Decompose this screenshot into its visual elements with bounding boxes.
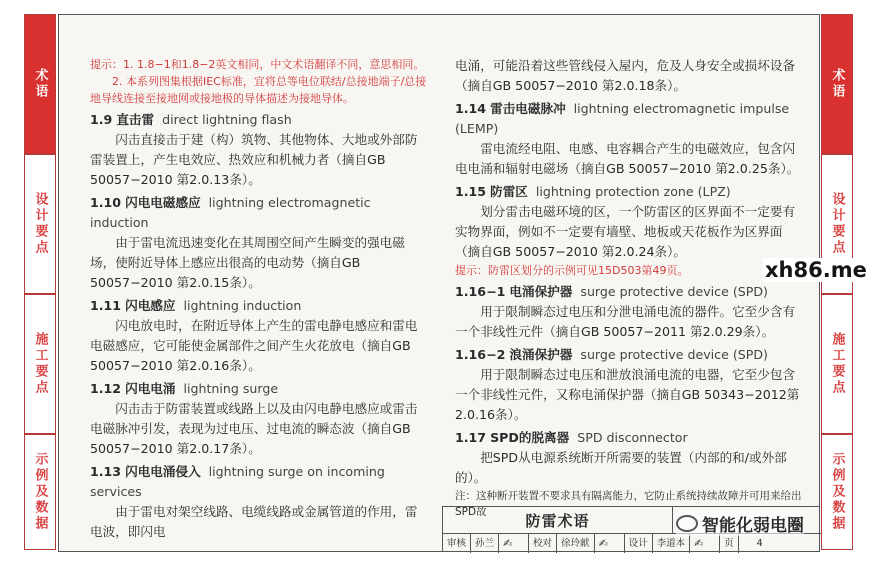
- term-heading-1-16-1: 1.16−1 电涌保护器 surge protective device (SPD): [455, 284, 768, 299]
- term-heading-1-16-2: 1.16−2 浪涌保护器 surge protective device (SPD): [455, 347, 768, 362]
- term-body-1-10: 由于雷电流迅速变化在其周围空间产生瞬变的强电磁场，使附近导体上感应出很高的电动势（摘自GB 50057−2010 第2.0.15条）。: [90, 235, 405, 290]
- site-watermark: xh86.me: [765, 258, 867, 282]
- term-heading-1-13: 1.13 闪电电涌侵入 lightning surge on incoming services: [90, 464, 385, 499]
- term-body-1-15: 划分雷击电磁环境的区，一个防雷区的区界面不一定要有实物界面，例如不一定要有墙壁、地板或天花板作为区界面（摘自GB 50057−2010 第2.0.24条）。: [455, 204, 796, 259]
- term-heading-1-10: 1.10 闪电电磁感应 lightning electromagnetic induction: [90, 195, 371, 230]
- term-heading-1-9: 1.9 直击雷 direct lightning flash: [90, 112, 292, 127]
- side-tab-terms-right[interactable]: 术语: [821, 14, 853, 154]
- term-heading-1-17: 1.17 SPD的脱离器 SPD disconnector: [455, 430, 688, 445]
- left-side-tabs: [24, 14, 56, 550]
- term-body-1-11: 闪电放电时，在附近导体上产生的雷电静电感应和雷电电磁感应，它可能使金属部件之间产生火花放电（摘自GB 50057−2010 第2.0.16条）。: [90, 318, 418, 373]
- reviewer-signature: ✍: [499, 534, 529, 553]
- wechat-label: 智能化弱电圈: [702, 516, 804, 536]
- note-4: 注：这种断开装置不要求具有隔离能力，它防止系统持续故障并可用来给出SPD故: [455, 490, 802, 518]
- right-side-tabs: [821, 14, 853, 550]
- term-body-1-14: 雷电流经电阻、电感、电容耦合产生的电磁效应，包含闪电电涌和辐射电磁场（摘自GB 50057−2010 第2.0.25条）。: [455, 141, 800, 176]
- term-body-1-13-continued: 电涌，可能沿着这些管线侵入屋内，危及人身安全或损坏设备（摘自GB 50057−2010 第2.0.18条）。: [455, 58, 796, 93]
- drawing-title: 防雷术语: [443, 507, 673, 534]
- term-body-1-16-1: 用于限制瞬态过电压和分泄电涌电流的器件。它至少含有一个非线性元件（摘自GB 50057−2011 第2.0.29条）。: [455, 304, 796, 339]
- wechat-watermark: [676, 511, 804, 536]
- term-heading-1-12: 1.12 闪电电涌 lightning surge: [90, 381, 279, 396]
- note-3: 提示：防雷区划分的示例可见15D503第49页。: [455, 264, 689, 277]
- checker-signature: ✍: [595, 534, 625, 553]
- term-body-1-12: 闪击击于防雷装置或线路上以及由闪电静电感应或雷击电磁脉冲引发，表现为过电压、过电流的瞬态波（摘自GB 50057−2010 第2.0.17条）。: [90, 401, 418, 456]
- side-tab-construction-points[interactable]: 施工要点: [24, 294, 56, 434]
- designer-name: 李道本: [653, 534, 691, 553]
- term-body-1-13: 由于雷电对架空线路、电缆线路或金属管道的作用，雷电波，即闪电: [90, 504, 418, 539]
- review-label: 审核: [443, 534, 471, 553]
- term-body-1-17: 把SPD从电源系统断开所需要的装置（内部的和/或外部的）。: [455, 450, 787, 485]
- wechat-icon: [676, 515, 698, 532]
- term-heading-1-11: 1.11 闪电感应 lightning induction: [90, 298, 302, 313]
- side-tab-construction-points-right[interactable]: 施工要点: [821, 294, 853, 434]
- side-tab-examples-data-right[interactable]: 示例及数据: [821, 434, 853, 550]
- side-tab-design-points[interactable]: 设计要点: [24, 154, 56, 294]
- right-column: [455, 56, 805, 520]
- check-label: 校对: [529, 534, 557, 553]
- side-tab-design-points-right[interactable]: 设计要点: [821, 154, 853, 294]
- design-label: 设计: [625, 534, 653, 553]
- page-label: 页: [720, 534, 739, 553]
- checker-name: 徐玲献: [557, 534, 595, 553]
- note-1: 提示：1. 1.8−1和1.8−2英文相同，中文术语翻译不同，意思相同。: [90, 58, 425, 71]
- reviewer-name: 孙兰: [471, 534, 499, 553]
- page-number: 4: [756, 538, 763, 549]
- term-heading-1-15: 1.15 防雷区 lightning protection zone (LPZ): [455, 184, 731, 199]
- signature-row: [443, 534, 821, 553]
- note-2: 2. 本系列图集根据IEC标准，宜将总等电位联结/总接地端子/总接地导线连接至接地网或接地极的导体描述为接地导体。: [90, 75, 427, 105]
- designer-signature: ✍: [690, 534, 720, 553]
- term-heading-1-14: 1.14 雷击电磁脉冲 lightning electromagnetic impulse (LEMP): [455, 101, 790, 136]
- left-column: [90, 56, 430, 542]
- side-tab-examples-data[interactable]: 示例及数据: [24, 434, 56, 550]
- side-tab-terms[interactable]: 术语: [24, 14, 56, 154]
- term-body-1-16-2: 用于限制瞬态过电压和泄放浪涌电流的电器，它至少包含一个非线性元件，又称电涌保护器（摘自GB 50343−2012第2.0.16条）。: [455, 367, 800, 422]
- term-body-1-9: 闪击直接击于建（构）筑物、其他物体、大地或外部防雷装置上，产生电效应、热效应和机械力者（摘自GB 50057−2010 第2.0.13条）。: [90, 132, 418, 187]
